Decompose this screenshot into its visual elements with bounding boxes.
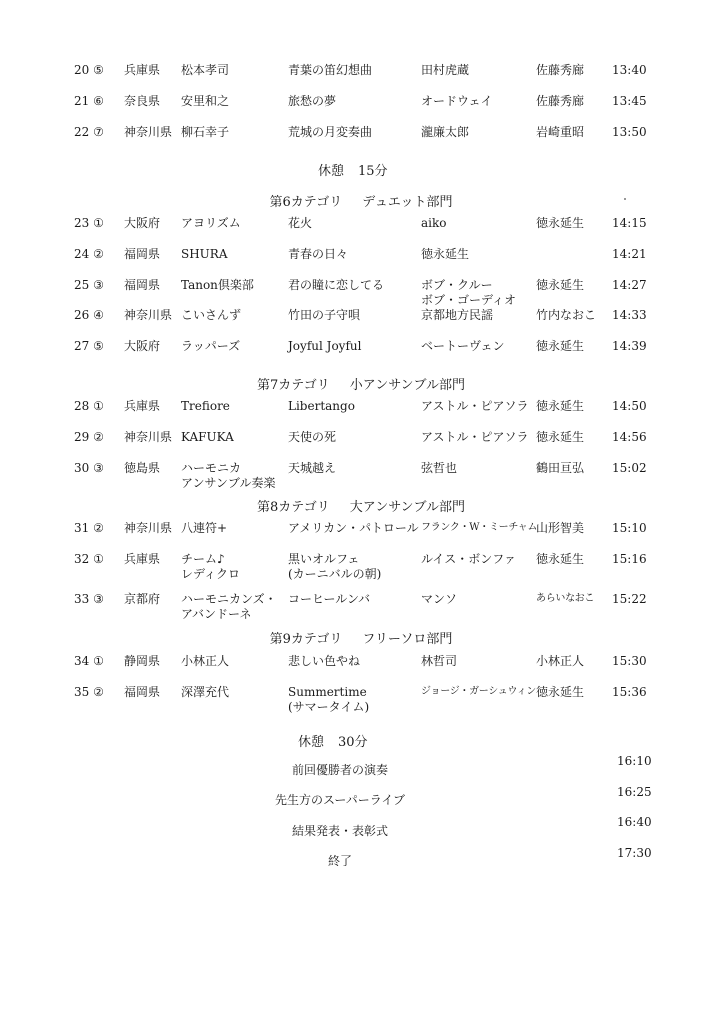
table-row	[0, 277, 722, 311]
arranger: 鶴田亘弘	[536, 461, 585, 475]
song-title: コーヒールンバ	[288, 592, 371, 606]
closing-item-label: 先生方のスーパーライブ	[274, 793, 406, 807]
start-time: 14:15	[612, 216, 647, 230]
performer-name-second-line: レディクロ	[181, 567, 241, 581]
performer-name-second-line: アバンドーネ	[181, 607, 252, 621]
prefecture: 神奈川県	[124, 308, 173, 322]
division-label: 大アンサンブル部門	[349, 500, 466, 515]
entry-number: 23 ①	[74, 216, 104, 230]
entry-number: 25 ③	[74, 278, 104, 292]
closing-item-label: 終了	[327, 854, 352, 868]
prefecture: 福岡県	[124, 247, 161, 261]
performer-name: 深澤充代	[181, 685, 230, 699]
table-row	[0, 93, 722, 127]
composer: 瀧廉太郎	[421, 125, 470, 139]
performer-name: アヨリズム	[181, 216, 241, 230]
composer: オードウェイ	[421, 94, 493, 108]
prefecture: 神奈川県	[124, 125, 173, 139]
table-row	[0, 246, 722, 280]
arranger: 徳永延生	[536, 278, 585, 292]
performer-name: 八連符+	[181, 521, 228, 535]
composer: アストル・ピアソラ	[421, 430, 529, 444]
break-heading	[318, 160, 388, 179]
song-subtitle: (カーニバルの朝)	[288, 567, 382, 581]
composer: aiko	[421, 216, 447, 230]
composer: フランク・W・ミーチャム	[421, 522, 538, 533]
division-label: フリーソロ部門	[362, 632, 453, 647]
performer-name: Trefiore	[181, 399, 230, 413]
entry-number: 21 ⑥	[74, 94, 104, 108]
song-title: 青春の日々	[288, 247, 349, 261]
arranger: 竹内なおこ	[536, 308, 597, 322]
start-time: 13:50	[612, 125, 647, 139]
arranger: 徳永延生	[536, 216, 585, 230]
performer-name: ラッパーズ	[181, 339, 241, 353]
performer-name: 松本孝司	[181, 63, 230, 77]
performer-name: 柳石幸子	[181, 125, 230, 139]
entry-number: 27 ⑤	[74, 339, 104, 353]
performer-name: ハーモニカンズ・	[181, 592, 277, 606]
performer-name: チーム♪	[181, 552, 225, 566]
arranger: 岩崎重昭	[536, 125, 585, 139]
arranger: 小林正人	[536, 654, 585, 668]
prefecture: 静岡県	[124, 654, 161, 668]
start-time: 15:30	[612, 654, 647, 668]
song-title: 花火	[288, 216, 313, 230]
start-time: 13:40	[612, 63, 647, 77]
composer: 徳永延生	[421, 247, 470, 261]
start-time: 14:33	[612, 308, 647, 322]
prefecture: 大阪府	[124, 339, 161, 353]
start-time: 15:22	[612, 592, 647, 606]
arranger: 佐藤秀廊	[536, 94, 585, 108]
performer-name: 小林正人	[181, 654, 230, 668]
prefecture: 京都府	[124, 592, 161, 606]
category-label: 第8カテゴリ	[256, 500, 330, 515]
composer: 田村虎蔵	[421, 63, 470, 77]
closing-item-time: 16:25	[617, 785, 652, 799]
entry-number: 24 ②	[74, 247, 104, 261]
arranger: 徳永延生	[536, 430, 585, 444]
song-title: 天城越え	[288, 461, 337, 475]
category-heading	[0, 374, 722, 393]
start-time: 15:36	[612, 685, 647, 699]
entry-number: 30 ③	[74, 461, 104, 475]
table-row	[0, 429, 722, 463]
break-duration: 30分	[338, 735, 368, 750]
composer: ジョージ・ガーシュウィン	[421, 686, 536, 697]
table-row	[0, 124, 722, 158]
prefecture: 福岡県	[124, 685, 161, 699]
composer: 京都地方民謡	[421, 308, 494, 322]
performer-name: こいさんず	[181, 308, 242, 322]
start-time: 15:16	[612, 552, 647, 566]
table-row	[0, 684, 722, 718]
closing-item-time: 16:10	[617, 754, 652, 768]
entry-number: 32 ①	[74, 552, 104, 566]
arranger: 徳永延生	[536, 685, 585, 699]
prefecture: 徳島県	[124, 461, 161, 475]
entry-number: 20 ⑤	[74, 63, 104, 77]
entry-number: 31 ②	[74, 521, 104, 535]
song-title: 君の瞳に恋してる	[288, 278, 385, 292]
prefecture: 兵庫県	[124, 399, 161, 413]
closing-item-time: 16:40	[617, 815, 652, 829]
entry-number: 28 ①	[74, 399, 104, 413]
performer-name: ハーモニカ	[181, 461, 242, 475]
table-row	[0, 62, 722, 96]
composer-second-line: ボブ・ゴーディオ	[421, 293, 517, 307]
table-row	[0, 460, 722, 494]
scan-speck	[624, 198, 626, 200]
prefecture: 兵庫県	[124, 63, 161, 77]
category-heading	[0, 628, 722, 647]
composer: ルイス・ボンファ	[421, 552, 517, 566]
category-label: 第7カテゴリ	[256, 378, 330, 393]
performer-name: Tanon倶楽部	[181, 278, 254, 292]
division-label: 小アンサンブル部門	[349, 378, 466, 393]
arranger: 山形智美	[536, 521, 585, 535]
start-time: 15:10	[612, 521, 647, 535]
break-label: 休憩	[298, 735, 325, 750]
song-title: 天使の死	[288, 430, 337, 444]
song-title: 黒いオルフェ	[288, 552, 360, 566]
song-title: 旅愁の夢	[288, 94, 337, 108]
entry-number: 33 ③	[74, 592, 104, 606]
entry-number: 26 ④	[74, 308, 104, 322]
closing-item-time: 17:30	[617, 846, 652, 860]
break-heading	[298, 731, 368, 750]
composer: 弦哲也	[421, 461, 458, 475]
closing-item-label: 結果発表・表彰式	[291, 824, 388, 838]
category-heading	[0, 191, 722, 210]
table-row	[0, 215, 722, 249]
table-row	[0, 520, 722, 554]
table-row	[0, 398, 722, 432]
song-subtitle: (サマータイム)	[288, 700, 370, 714]
table-row	[0, 551, 722, 585]
division-label: デュエット部門	[362, 195, 453, 210]
closing-item-label: 前回優勝者の演奏	[291, 763, 388, 777]
composer: 林哲司	[421, 654, 458, 668]
start-time: 14:50	[612, 399, 647, 413]
table-row	[0, 338, 722, 372]
prefecture: 神奈川県	[124, 521, 173, 535]
prefecture: 兵庫県	[124, 552, 161, 566]
arranger: あらいなおこ	[536, 593, 595, 604]
prefecture: 奈良県	[124, 94, 161, 108]
performer-name: SHURA	[181, 247, 228, 261]
break-duration: 15分	[358, 164, 388, 179]
composer: ベートーヴェン	[421, 339, 505, 353]
start-time: 14:39	[612, 339, 647, 353]
start-time: 13:45	[612, 94, 647, 108]
prefecture: 神奈川県	[124, 430, 173, 444]
start-time: 14:27	[612, 278, 647, 292]
category-heading	[0, 496, 722, 515]
prefecture: 福岡県	[124, 278, 161, 292]
composer: ボブ・クルー	[421, 278, 493, 292]
song-title: 悲しい色やね	[288, 654, 361, 668]
arranger: 佐藤秀廊	[536, 63, 585, 77]
entry-number: 29 ②	[74, 430, 104, 444]
table-row	[0, 307, 722, 341]
entry-number: 22 ⑦	[74, 125, 104, 139]
arranger: 徳永延生	[536, 399, 585, 413]
category-label: 第6カテゴリ	[269, 195, 343, 210]
start-time: 14:56	[612, 430, 647, 444]
composer: マンソ	[421, 592, 458, 606]
song-title: Summertime	[288, 685, 367, 699]
composer: アストル・ピアソラ	[421, 399, 529, 413]
table-row	[0, 591, 722, 625]
song-title: 荒城の月変奏曲	[288, 125, 373, 139]
break-label: 休憩	[318, 164, 345, 179]
arranger: 徳永延生	[536, 552, 585, 566]
performer-name-second-line: アンサンブル奏楽	[181, 476, 276, 490]
performer-name: KAFUKA	[181, 430, 234, 444]
song-title: Joyful Joyful	[288, 339, 362, 353]
song-title: アメリカン・パトロール	[288, 521, 419, 535]
start-time: 15:02	[612, 461, 647, 475]
prefecture: 大阪府	[124, 216, 161, 230]
arranger: 徳永延生	[536, 339, 585, 353]
song-title: 竹田の子守唄	[288, 308, 361, 322]
performer-name: 安里和之	[181, 94, 230, 108]
song-title: Libertango	[288, 399, 355, 413]
entry-number: 34 ①	[74, 654, 104, 668]
category-label: 第9カテゴリ	[269, 632, 343, 647]
entry-number: 35 ②	[74, 685, 104, 699]
song-title: 青葉の笛幻想曲	[288, 63, 373, 77]
table-row	[0, 653, 722, 687]
start-time: 14:21	[612, 247, 647, 261]
